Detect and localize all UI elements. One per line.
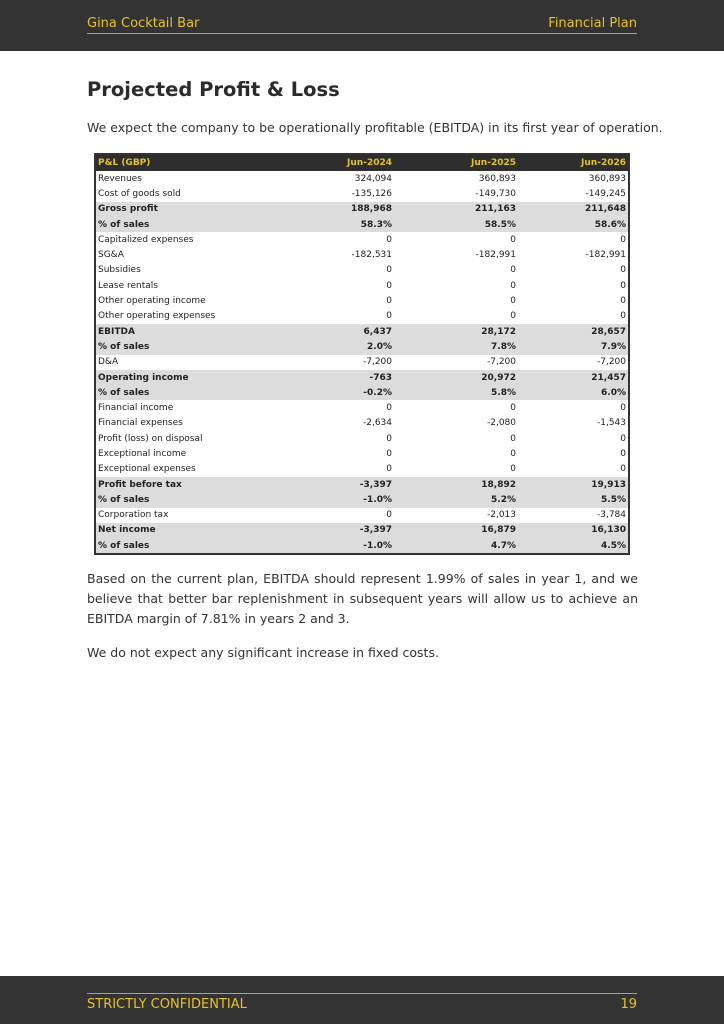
row-label: Other operating expenses [98,311,216,322]
cell-value: 0 [386,265,392,276]
table-row [95,462,629,477]
confidential-label: STRICTLY CONFIDENTIAL [87,997,247,1012]
cell-value: 188,968 [300,202,394,217]
row-label: Financial income [98,403,174,414]
page-number: 19 [620,997,637,1012]
company-name: Gina Cocktail Bar [87,16,200,31]
row-label: Cost of goods sold [98,188,181,199]
cell-value: -2,634 [362,418,392,429]
cell-value: -3,397 [300,523,394,538]
column-header: Jun-2025 [394,154,518,171]
row-label: Exceptional expenses [98,464,196,475]
cell-value: 4.7% [394,538,518,554]
cell-value: 5.2% [394,492,518,507]
cell-value: 0 [510,433,516,444]
row-label: Operating income [95,370,300,385]
table-row [95,431,629,446]
cell-value: 0 [386,234,392,245]
cell-value: 0 [510,311,516,322]
table-row [95,186,629,201]
cell-value: -1.0% [300,492,394,507]
row-label: EBITDA [95,324,300,339]
cell-value: -3,784 [596,510,626,521]
row-label: SG&A [98,250,124,261]
table-body [95,171,629,554]
cell-value: 19,913 [518,477,629,492]
cell-value: 7.9% [518,339,629,354]
table-row [95,324,629,339]
row-label: Capitalized expenses [98,234,194,245]
cell-value: 211,648 [518,202,629,217]
cell-value: 0 [386,448,392,459]
cell-value: 58.3% [300,217,394,232]
table-row [95,508,629,523]
cell-value: 0 [386,311,392,322]
cell-value: 0 [386,433,392,444]
table-row [95,293,629,308]
row-label: % of sales [95,217,300,232]
header-rule [87,14,637,34]
table-row [95,339,629,354]
row-label: % of sales [95,385,300,400]
cell-value: -1.0% [300,538,394,554]
cell-value: 211,163 [394,202,518,217]
row-label: % of sales [95,538,300,554]
cell-value: 360,893 [478,173,516,184]
cell-value: 6,437 [300,324,394,339]
table-row [95,370,629,385]
cell-value: 324,094 [354,173,392,184]
footer-rule [87,993,637,1013]
table-row [95,385,629,400]
cell-value: 0 [620,265,626,276]
table-row [95,355,629,370]
cell-value: -7,200 [362,357,392,368]
cell-value: 58.5% [394,217,518,232]
cell-value: 4.5% [518,538,629,554]
row-label: Gross profit [95,202,300,217]
column-header: Jun-2026 [518,154,629,171]
cell-value: 0 [510,234,516,245]
column-header: Jun-2024 [300,154,394,171]
cell-value: 0 [386,280,392,291]
cell-value: 21,457 [518,370,629,385]
row-label: % of sales [95,339,300,354]
table-row [95,416,629,431]
cell-value: -3,397 [300,477,394,492]
cell-value: 6.0% [518,385,629,400]
column-header: P&L (GBP) [95,154,300,171]
cell-value: 0 [620,296,626,307]
table-row [95,202,629,217]
cell-value: 0 [386,464,392,475]
intro-text: We expect the company to be operationally profitable (EBITDA) in its first year of operation. [87,120,663,135]
cell-value: 0 [620,448,626,459]
cell-value: 0 [510,296,516,307]
cell-value: 28,172 [394,324,518,339]
row-label: Profit (loss) on disposal [98,433,203,444]
table-row [95,278,629,293]
profit-loss-table [94,153,630,555]
cell-value: 0 [620,403,626,414]
row-label: Financial expenses [98,418,183,429]
cell-value: 0 [510,280,516,291]
cell-value: -1,543 [596,418,626,429]
table-row [95,523,629,538]
cell-value: 0 [510,265,516,276]
cell-value: -7,200 [596,357,626,368]
row-label: Subsidies [98,265,141,276]
cell-value: -149,245 [585,188,626,199]
table-row [95,247,629,262]
cell-value: 0 [620,311,626,322]
table-row [95,400,629,415]
table-row [95,171,629,186]
cell-value: -7,200 [486,357,516,368]
cell-value: 360,893 [588,173,626,184]
cell-value: 5.8% [394,385,518,400]
cell-value: 0 [510,448,516,459]
table-row [95,538,629,554]
cell-value: -135,126 [351,188,392,199]
cell-value: 0 [386,403,392,414]
cell-value: 0 [510,464,516,475]
row-label: Revenues [98,173,142,184]
page-footer [0,976,724,1024]
table-row [95,232,629,247]
cell-value: 16,130 [518,523,629,538]
cell-value: 20,972 [394,370,518,385]
row-label: Lease rentals [98,280,158,291]
cell-value: -2,080 [486,418,516,429]
cell-value: 0 [386,296,392,307]
table-row [95,477,629,492]
body-paragraph: Based on the current plan, EBITDA should represent 1.99% of sales in year 1, and we believe that better bar replenishment in subsequent years will allow us to achieve an EBITDA margin of 7.81% in years 2 and 3. [87,571,638,626]
cell-value: 7.8% [394,339,518,354]
row-label: Net income [95,523,300,538]
cell-value: -149,730 [475,188,516,199]
table-row [95,217,629,232]
table-header-row [95,154,629,171]
cell-value: -182,991 [585,250,626,261]
page-title: Projected Profit & Loss [87,78,340,101]
row-label: Other operating income [98,296,206,307]
cell-value: -763 [300,370,394,385]
cell-value: 0 [620,464,626,475]
cell-value: 5.5% [518,492,629,507]
cell-value: -2,013 [486,510,516,521]
table-row [95,492,629,507]
table-row [95,309,629,324]
cell-value: 0 [620,433,626,444]
row-label: Profit before tax [95,477,300,492]
row-label: Exceptional income [98,448,187,459]
cell-value: 58.6% [518,217,629,232]
row-label: % of sales [95,492,300,507]
row-label: D&A [98,357,119,368]
row-label: Corporation tax [98,510,169,521]
cell-value: 16,879 [394,523,518,538]
cell-value: 28,657 [518,324,629,339]
body-paragraph: We do not expect any significant increase in fixed costs. [87,645,439,660]
cell-value: 0 [386,510,392,521]
cell-value: 18,892 [394,477,518,492]
cell-value: -182,531 [351,250,392,261]
page-header [0,0,724,51]
cell-value: 0 [620,234,626,245]
cell-value: -0.2% [300,385,394,400]
cell-value: -182,991 [475,250,516,261]
table-row [95,446,629,461]
table-row [95,263,629,278]
cell-value: 2.0% [300,339,394,354]
document-title: Financial Plan [548,16,637,31]
cell-value: 0 [620,280,626,291]
cell-value: 0 [510,403,516,414]
